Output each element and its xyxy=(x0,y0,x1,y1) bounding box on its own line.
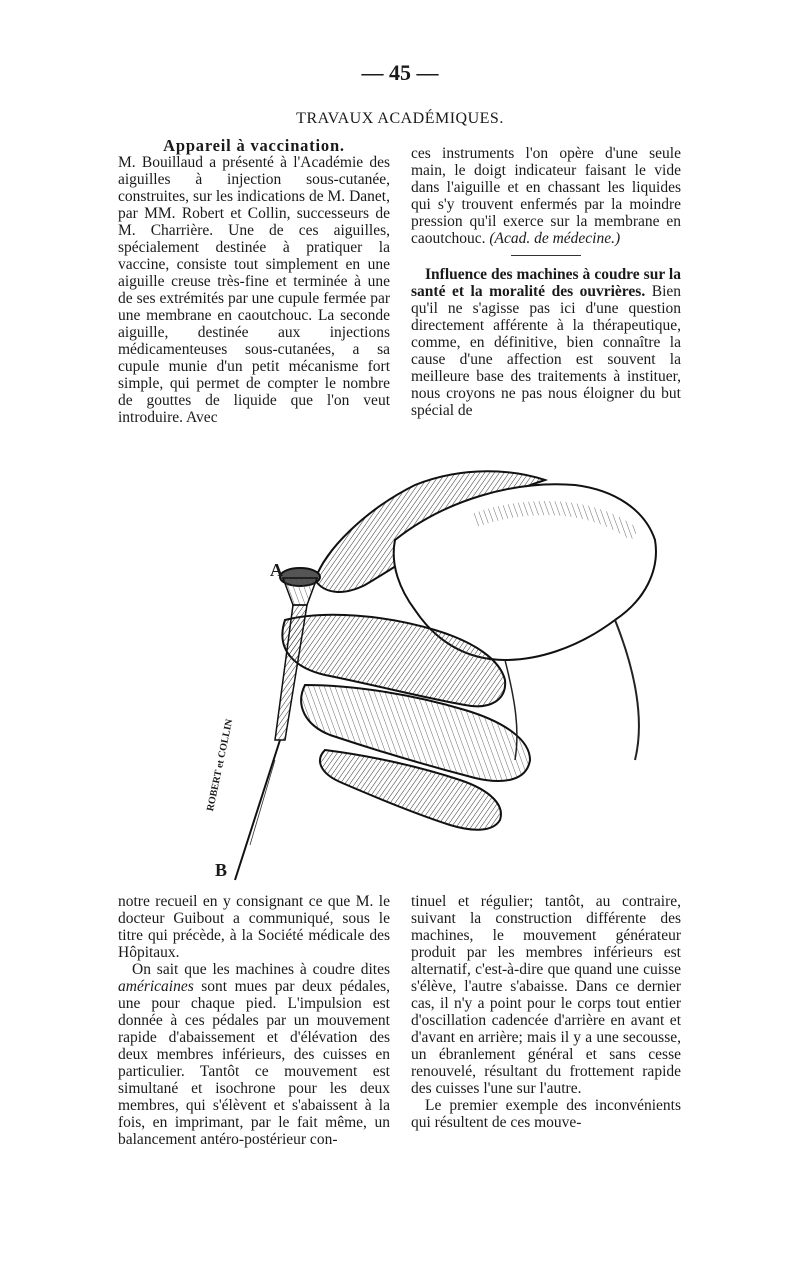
column-bottom-left xyxy=(118,893,390,1148)
illustration-vaccination-needle xyxy=(205,460,690,890)
section-heading-sewing-machines: Influence des machines à coudre sur la santé et la moralité des ouvrières. xyxy=(411,266,681,300)
column-top-left xyxy=(118,137,390,426)
section-divider xyxy=(511,255,581,256)
page-number: — 45 — xyxy=(361,60,439,85)
paragraph-guibout: notre recueil en y consignant ce que M. le docteur Guibout a communiqué, sous le titre qui précède, à la Société médicale des Hôpitaux. xyxy=(118,893,390,961)
paragraph-pedals: On sait que les machines à coudre dites américaines sont mues par deux pédales, une pour chaque pied. L'impulsion est donnée à ces pédales par un mouvement rapide d'abaissement et d'élévation des deux membres inférieurs, des cuisses en particulier. Tantôt ce mouvement est simultané et isochrone pour les deux membres, qui s'élèvent et s'abaissent à la fois, en imprimant, par le fait même, un balancement antéro-postérieur con- xyxy=(118,961,390,1148)
paragraph-first-example: Le premier exemple des inconvénients qui résultent de ces mouve- xyxy=(411,1097,681,1131)
citation: (Acad. de médecine.) xyxy=(489,230,621,247)
paragraph-vaccination-cont: ces instruments l'on opère d'une seule main, le doigt indicateur faisant le vide dans l'aiguille et en chassant les liquides qui s'y trouvent enfermés par la moindre pression qu'il exerce sur la membrane en caoutchouc. (Acad. de médecine.) xyxy=(411,145,681,247)
figure-label-b: B xyxy=(215,860,228,880)
running-head: TRAVAUX ACADÉMIQUES. xyxy=(296,110,504,127)
section-heading-vaccination: Appareil à vaccination. xyxy=(163,136,345,155)
paragraph-vaccination: M. Bouillaud a présenté à l'Académie des aiguilles à injection sous-cutanée, construites, sur les indications de M. Danet, par MM. Robert et Collin, successeurs de M. Charrière. Une de ces aiguilles, spécialement destinée à pratiquer la vaccine, consiste tout simplement en une aiguille creuse très-fine et terminée à une de ses extrémités par une cupule fermée par une membrane en caoutchouc. La seconde aiguille, destinée aux injections médicamenteuses sous-cutanées, a sa cupule munie d'un petit mécanisme fort simple, qui permet de compter le nombre de gouttes de liquide que l'on veut introduire. Avec xyxy=(118,154,390,426)
hand-needle-engraving xyxy=(215,460,690,890)
paragraph-sewing-machines: Influence des machines à coudre sur la santé et la moralité des ouvrières. Bien qu'il ne s'agisse pas ici d'une question directement afférente à la thérapeutique, comme, en définitive, bien connaître la cause d'une affection est souvent la meilleure base des traitements à instituer, nous croyons ne pas nous éloigner du but spécial de xyxy=(411,266,682,419)
figure-label-a: A xyxy=(270,560,283,580)
engraver-mark: ROBERT et COLLIN xyxy=(205,718,236,813)
paragraph-movement: tinuel et régulier; tantôt, au contraire, suivant la construction différente des machines, le mouvement générateur produit par les membres inférieurs est alternatif, c'est-à-dire que quand une cuisse s'élève, l'autre s'abaisse. Dans ce dernier cas, il n'y a point pour le corps tout entier d'oscillation cadencée d'arrière en avant et d'avant en arrière; mais il y a une secousse, un ébranlement général et sans cesse renouvelé, résultant du frottement rapide des cuisses l'une sur l'autre. xyxy=(411,893,681,1097)
column-bottom-right xyxy=(411,893,681,1131)
column-top-right xyxy=(411,145,681,419)
